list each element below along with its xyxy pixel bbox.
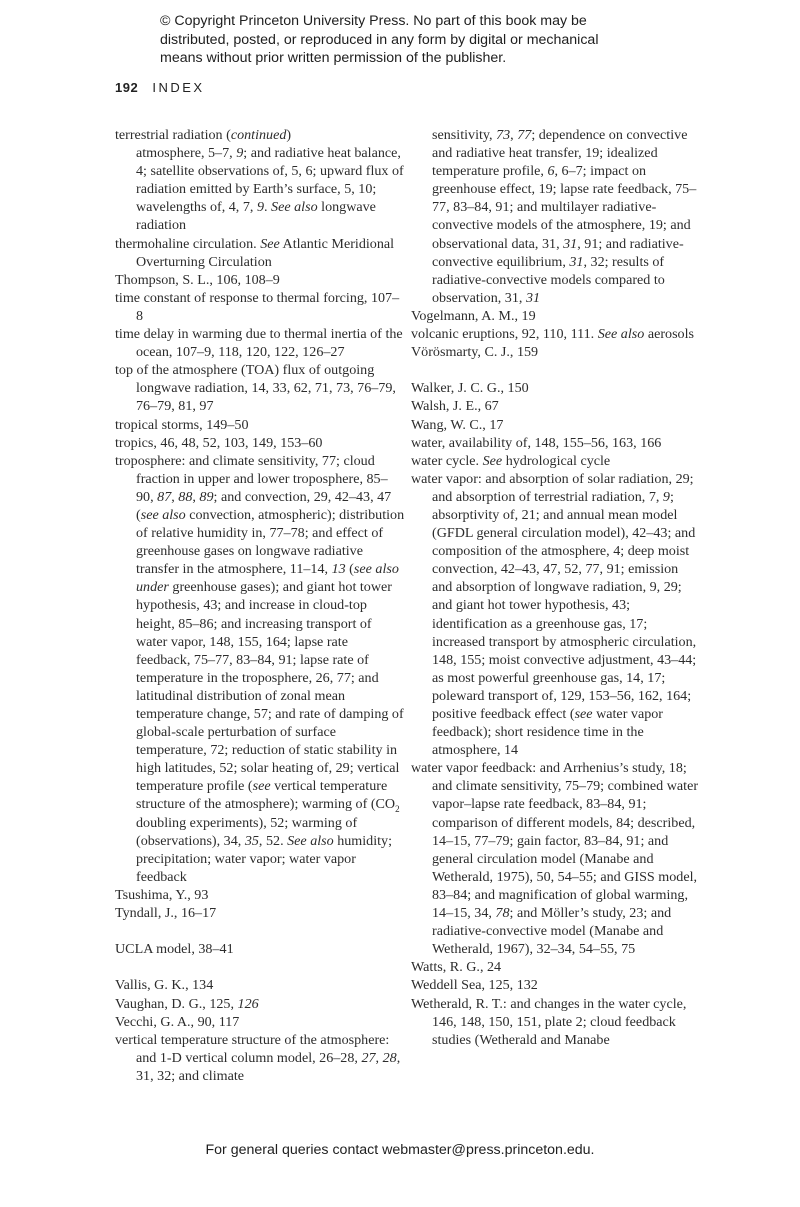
index-entry: water, availability of, 148, 155–56, 163, 166 [411, 434, 662, 451]
index-entry: Vecchi, G. A., 90, 117 [115, 1013, 240, 1030]
italic-text: 77 [517, 127, 532, 143]
index-entry: troposphere: and climate sensitivity, 77; cloud fraction in upper and lower troposphere, 85–90, 87, 88, 89; and convection, 29, 42–43, 47 (see also convection, atmospheric); distribution of relative humidity in, 77–78; and effect of greenhouse gases on longwave radiative transfer in the atmosphere, 11–14, 13 (see also under greenhouse gases); and giant hot tower hypothesis, 43; and increase in cloud-top height, 85–86; and increasing transport of water vapor, 148, 155, 164; lapse rate feedback, 75–77, 83–84, 91; lapse rate of temperature in the troposphere, 26, 77; and latitudinal distribution of zonal mean temperature change, 57; and rate of damping of global-scale perturbation of surface temperature, 72; reduction of static stability in high latitudes, 52; solar heating of, 29; vertical temperature profile (see vertical temperature structure of the atmosphere); warming of ($CO_2$ doubling experiments), 52; warming of (observations), 34, 35, 52. See also humidity; precipitation; water vapor; water vapor feedback [115, 452, 405, 885]
italic-text: 6 [547, 163, 555, 180]
letter-group-gap [115, 922, 405, 940]
index-entry: vertical temperature structure of the atmosphere: and 1-D vertical column model, 26–28, 27, 28, 31, 32; and climate [115, 1031, 401, 1084]
index-entry: water vapor: and absorption of solar radiation, 29; and absorption of terrestrial radiation, 7, 9; absorptivity of, 21; and annual mean model (GFDL general circulation model), 42–43; and composition of the atmosphere, 4; deep moist convection, 42–43, 47, 52, 77, 91; emission and absorption of longwave radiation, 9, 29; and giant hot tower hypothesis, 43; identification as a greenhouse gas, 17; increased transport by atmospheric circulation, 148, 155; moist convective adjustment, 43–44; as most powerful greenhouse gas, 14, 17; poleward transport of, 129, 153–56, 162, 164; positive feedback effect (see water vapor feedback); short residence time in the atmosphere, 14 [411, 470, 697, 759]
italic-text: 31 [563, 235, 578, 252]
italic-text: 31 [525, 289, 541, 306]
copyright-line-3: means without prior written permission of the publisher. [160, 50, 507, 66]
section-title: INDEX [152, 80, 205, 95]
italic-text: 73 [496, 127, 511, 143]
index-entry: thermohaline circulation. See Atlantic Meridional Overturning Circulation [115, 235, 395, 270]
index-entry: Wang, W. C., 17 [411, 416, 504, 433]
italic-text: See also [287, 832, 334, 849]
italic-text: 88 [178, 488, 193, 505]
italic-text: 89 [199, 488, 214, 505]
letter-group-gap [115, 958, 405, 976]
index-entry: water vapor feedback: and Arrhenius’s study, 18; and climate sensitivity, 75–79; combined water vapor–lapse rate feedback, 83–84, 91; comparison of different models, 84; described, 14–15, 77–79; gain factor, 83–84, 91; and general circulation model (Manabe and Wetherald, 1975), 50, 54–55; and GISS model, 83–84; and magnification of global warming, 14–15, 34, 78; and Möller’s study, 23; and radiative-convective model (Manabe and Wetherald, 1967), 32–34, 54–55, 75 [411, 760, 699, 958]
letter-group-gap [411, 361, 701, 379]
italic-text: See [260, 235, 280, 252]
index-entry: tropics, 46, 48, 52, 103, 149, 153–60 [115, 434, 323, 451]
italic-text: See also [597, 326, 645, 343]
italic-text: see [574, 706, 593, 722]
italic-text: 31 [569, 253, 584, 270]
italic-text: see [252, 778, 271, 795]
italic-text: 87 [157, 488, 172, 505]
italic-text: See [482, 452, 503, 469]
index-column-left [115, 126, 405, 1085]
index-entry: Vaughan, D. G., 125, 126 [115, 995, 259, 1012]
italic-text: 9 [662, 488, 670, 505]
index-subentry: sensitivity, 73, 77; dependence on convective and radiative heat transfer, 19; idealized temperature profile, 6, 6–7; impact on greenhouse effect, 19; lapse rate feedback, 75–77, 83–84, 91; and multilayer radiative-convective models of the atmosphere, 19; and observational data, 31, 31, 91; and radiative-convective equilibrium, 31, 32; results of radiative-convective models compared to observation, 31, 31 [432, 127, 697, 306]
italic-text: 9 [236, 145, 244, 162]
italic-text: 28 [382, 1049, 397, 1066]
italic-text: 126 [237, 995, 259, 1012]
index-entry: UCLA model, 38–41 [115, 941, 234, 958]
running-head [115, 80, 205, 95]
index-entry: tropical storms, 149–50 [115, 416, 249, 433]
index-entry: Tyndall, J., 16–17 [115, 905, 217, 922]
index-entry: Walsh, J. E., 67 [411, 398, 499, 415]
index-entry: top of the atmosphere (TOA) flux of outgoing longwave radiation, 14, 33, 62, 71, 73, 76–79, 76–79, 81, 97 [115, 362, 396, 415]
italic-text: see also under [136, 561, 399, 596]
page-number: 192 [115, 80, 139, 95]
index-entry: Walker, J. C. G., 150 [411, 380, 529, 397]
index-entry: Vogelmann, A. M., 19 [411, 307, 536, 324]
index-entry: volcanic eruptions, 92, 110, 111. See also aerosols [411, 326, 695, 343]
index-entry: Vörösmarty, C. J., 159 [411, 344, 539, 361]
index-entry: Weddell Sea, 125, 132 [411, 977, 538, 994]
italic-text: 35 [244, 832, 259, 849]
italic-text: See also [271, 199, 318, 216]
index-entry: Thompson, S. L., 106, 108–9 [115, 271, 280, 288]
index-subentry: atmosphere, 5–7, 9; and radiative heat balance, 4; satellite observations of, 5, 6; upward flux of radiation emitted by Earth’s surface, 5, 10; wavelengths of, 4, 7, 9. See also longwave radiation [136, 145, 404, 234]
subscript: 2 [395, 804, 400, 815]
copyright-line-2: distributed, posted, or reproduced in any form by digital or mechanical [160, 31, 599, 48]
index-entry: water cycle. See hydrological cycle [411, 452, 611, 469]
index-entry: terrestrial radiation (continued) [115, 127, 292, 143]
italic-text: 78 [495, 905, 510, 922]
italic-text: 9 [256, 199, 264, 216]
index-entry: time delay in warming due to thermal inertia of the ocean, 107–9, 118, 120, 122, 126–27 [115, 326, 403, 361]
index-entry: Wetherald, R. T.: and changes in the water cycle, 146, 148, 150, 151, plate 2; cloud feedback studies (Wetherald and Manabe [411, 995, 687, 1048]
index-entry: Watts, R. G., 24 [411, 959, 502, 976]
italic-text: see also [140, 506, 186, 523]
index-entry: time constant of response to thermal forcing, 107–8 [115, 289, 400, 324]
copyright-line-1: © Copyright Princeton University Press. No part of this book may be [160, 13, 587, 29]
footer-contact: For general queries contact webmaster@press.princeton.edu. [205, 1142, 595, 1158]
copyright-notice [160, 12, 680, 68]
italic-text: continued [230, 127, 287, 143]
italic-text: 27 [361, 1049, 376, 1066]
index-column-right [411, 126, 701, 1049]
italic-text: 13 [331, 561, 346, 578]
index-entry: Vallis, G. K., 134 [115, 977, 214, 994]
index-entry: Tsushima, Y., 93 [115, 886, 209, 903]
